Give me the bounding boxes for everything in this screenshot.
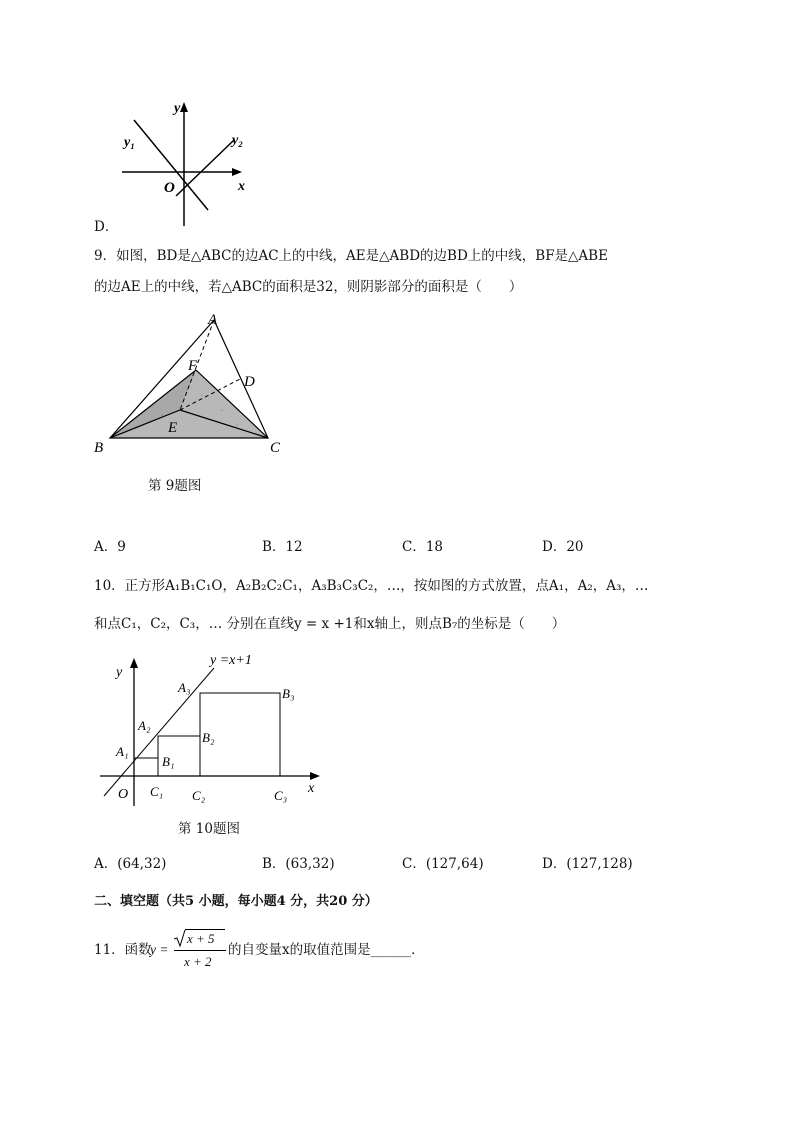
q9-fig-a-label: A (208, 312, 218, 328)
q10-fig-c2-label: C₂ (192, 788, 206, 803)
q11-y-equals: y = (150, 942, 169, 957)
q9-fig-d-label: D (244, 374, 255, 390)
q9-fig-f-label: F (188, 358, 198, 374)
q10-figure-caption: 第 10题图 (178, 821, 240, 837)
q9-figure-caption: 第 9题图 (148, 478, 202, 494)
q11-fraction-bar (174, 950, 226, 951)
q10-option-a[interactable]: A．(64,32) (94, 856, 167, 872)
q9-option-b[interactable]: B．12 (262, 539, 303, 555)
q9-fig-b-label: B (94, 440, 104, 456)
q10-figure (98, 646, 328, 810)
q8-fig-y-label: y (174, 101, 181, 116)
q10-fig-b3-label: B₃ (282, 686, 295, 701)
q10-fig-a3-label: A₃ (178, 680, 191, 695)
q11-suffix: 的自变量x的取值范围是______． (228, 942, 425, 958)
q10-question-line1: 10．正方形A₁B₁C₁O，A₂B₂C₂C₁，A₃B₃C₃C₂，…，按如图的方式放置，点A₁，A₂，A₃，… (94, 578, 649, 594)
q10-fig-c1-label: C₁ (150, 784, 164, 799)
q10-fig-b1-label: B₁ (162, 754, 175, 769)
q9-fig-e-label: E (168, 420, 178, 436)
q10-fig-line-label: y =x+1 (210, 653, 252, 668)
q11-denominator: x + 2 (184, 954, 212, 969)
q10-option-c[interactable]: C．(127,64) (402, 856, 484, 872)
q8-fig-origin-label: O (164, 180, 175, 196)
q11-numerator: x + 5 (187, 931, 215, 946)
q11-prefix: 11．函数 (94, 942, 152, 958)
q9-fig-c-label: C (270, 440, 281, 456)
q10-fig-y-label: y (116, 665, 123, 680)
q10-fig-c3-label: C₃ (274, 788, 288, 803)
q10-fig-origin-label: O (118, 787, 129, 802)
q10-fig-x-label: x (308, 781, 315, 796)
q8-option-d-figure (112, 98, 262, 228)
q8-fig-y1-label: y₁ (124, 135, 136, 150)
q10-option-d[interactable]: D．(127,128) (542, 856, 633, 872)
q10-fig-a2-label: A₂ (138, 718, 151, 733)
section-title-fill-in: 二、填空题（共5 小题，每小题4 分，共20 分） (94, 894, 378, 909)
q9-question-line1: 9．如图，BD是△ABC的边AC上的中线，AE是△ABD的边BD上的中线，BF是△ABE (94, 248, 608, 264)
q9-option-a[interactable]: A．9 (94, 539, 126, 555)
q10-question-line2: 和点C₁，C₂，C₃，… 分别在直线y = x +1和x轴上，则点B₇的坐标是（ ） (94, 616, 566, 632)
q10-fig-a1-label: A₁ (116, 744, 129, 759)
q10-option-b[interactable]: B．(63,32) (262, 856, 335, 872)
q9-question-line2: 的边AE上的中线，若△ABC的面积是32，则阴影部分的面积是（ ） (94, 279, 523, 295)
q9-option-c[interactable]: C．18 (402, 539, 444, 555)
q8-fig-x-label: x (238, 179, 245, 194)
q10-fig-b2-label: B₂ (202, 730, 215, 745)
q9-figure (92, 310, 302, 460)
q8-fig-y2-label: y₂ (232, 133, 244, 148)
q9-option-d[interactable]: D．20 (542, 539, 584, 555)
q8-option-d-label: D． (94, 219, 119, 235)
q11-sqrt-sign (174, 929, 186, 947)
